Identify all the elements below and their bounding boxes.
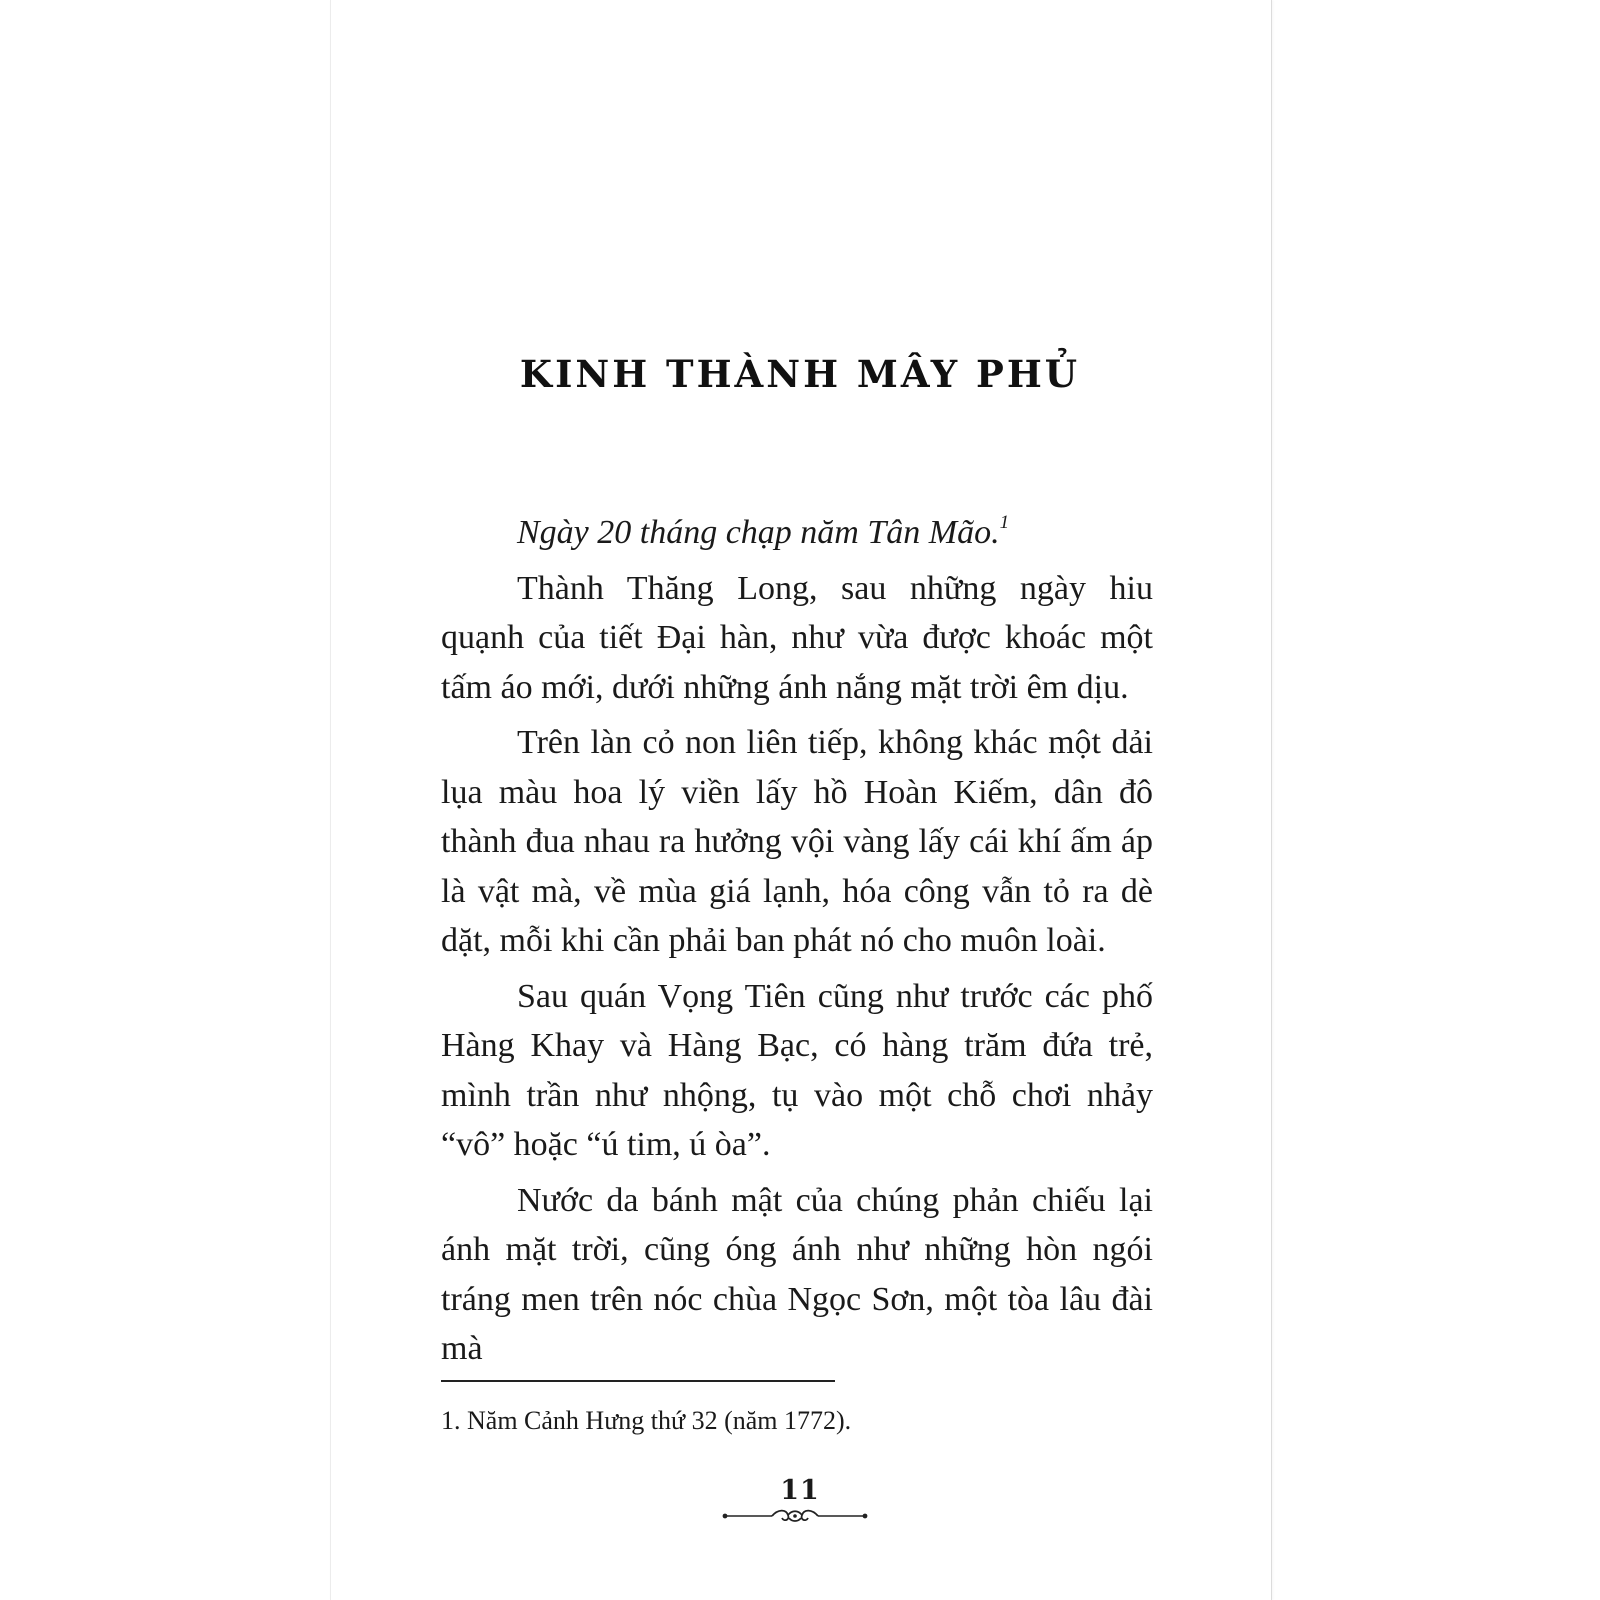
date-line-text: Ngày 20 tháng chạp năm Tân Mão. — [517, 514, 1000, 551]
paragraph-1: Thành Thăng Long, sau những ngày hiu quạnh của tiết Đại hàn, như vừa được khoác một tấm áo mới, dưới những ánh nắng mặt trời êm dịu. — [441, 569, 1153, 706]
body-text — [441, 508, 1153, 1380]
date-line — [441, 508, 1153, 558]
footnote: 1. Năm Cảnh Hưng thứ 32 (năm 1772). — [441, 1406, 852, 1435]
paragraph-3: Sau quán Vọng Tiên cũng như trước các phố Hàng Khay và Hàng Bạc, có hàng trăm đứa trẻ, mình trần như nhộng, tụ vào một chỗ chơi nhảy “vô” hoặc “ú tim, ú òa”. — [441, 977, 1153, 1163]
page-number: 11 — [780, 1475, 820, 1506]
paragraph-4: Nước da bánh mật của chúng phản chiếu lại ánh mặt trời, cũng óng ánh như những hòn ngói tráng men trên nóc chùa Ngọc Sơn, một tòa lâu đài mà — [441, 1181, 1153, 1367]
footnote-reference: 1 — [999, 512, 1010, 533]
footnote-divider — [441, 1380, 835, 1382]
scroll-ornament-icon — [720, 1506, 870, 1526]
chapter-title: KINH THÀNH MÂY PHỦ — [519, 352, 1081, 396]
paragraph-2: Trên làn cỏ non liên tiếp, không khác một dải lụa màu hoa lý viền lấy hồ Hoàn Kiếm, dân đô thành đua nhau ra hưởng vội vàng lấy cái khí ấm áp là vật mà, về mùa giá lạnh, hóa công vẫn tỏ ra dè dặt, mỗi khi cần phải ban phát nó cho muôn loài. — [441, 724, 1153, 959]
